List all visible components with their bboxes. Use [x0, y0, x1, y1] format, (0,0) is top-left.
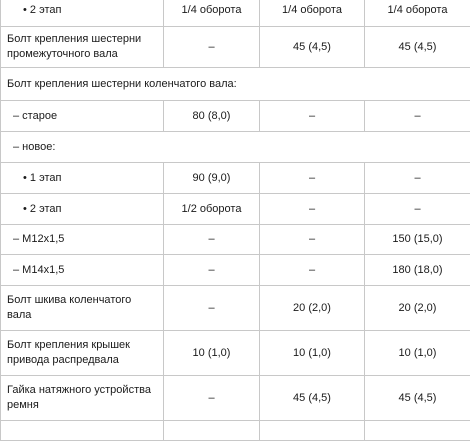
- value-cell: 1/4 оборота: [260, 0, 365, 27]
- value-cell: 45 (4,5): [260, 376, 365, 421]
- group-header: Болт крепления шестерни коленчатого вала:: [1, 68, 470, 101]
- table-row: [1, 27, 470, 68]
- table-row: [1, 286, 470, 331]
- value-cell: –: [164, 255, 260, 286]
- empty-cell: [365, 421, 470, 441]
- row-label: – старое: [1, 101, 164, 132]
- value-cell: 80 (8,0): [164, 101, 260, 132]
- value-cell: –: [260, 225, 365, 255]
- row-label: • 2 этап: [1, 194, 164, 225]
- empty-cell: [164, 421, 260, 441]
- table-row: [1, 0, 470, 27]
- table-row: [1, 421, 470, 441]
- value-cell: 150 (15,0): [365, 225, 470, 255]
- row-label: Болт шкива коленчатого вала: [1, 286, 164, 331]
- value-cell: –: [164, 225, 260, 255]
- value-cell: –: [365, 163, 470, 194]
- table-row: [1, 132, 470, 163]
- table-row: [1, 101, 470, 132]
- value-cell: –: [260, 101, 365, 132]
- value-cell: 90 (9,0): [164, 163, 260, 194]
- value-cell: 10 (1,0): [365, 331, 470, 376]
- row-label: Гайка натяжного устройства ремня: [1, 376, 164, 421]
- value-cell: –: [260, 194, 365, 225]
- value-cell: 45 (4,5): [365, 376, 470, 421]
- row-label: – M12x1,5: [1, 225, 164, 255]
- row-label: Болт крепления крышек привода распредвала: [1, 331, 164, 376]
- value-cell: –: [164, 286, 260, 331]
- value-cell: –: [260, 255, 365, 286]
- row-label: – M14x1,5: [1, 255, 164, 286]
- value-cell: 10 (1,0): [164, 331, 260, 376]
- empty-cell: [1, 421, 164, 441]
- row-label: Болт крепления шестерни промежуточного вала: [1, 27, 164, 68]
- value-cell: –: [365, 194, 470, 225]
- table-row: [1, 331, 470, 376]
- value-cell: 1/4 оборота: [164, 0, 260, 27]
- table-row: [1, 194, 470, 225]
- value-cell: 20 (2,0): [365, 286, 470, 331]
- subgroup-header: – новое:: [1, 132, 470, 163]
- value-cell: 45 (4,5): [365, 27, 470, 68]
- value-cell: –: [260, 163, 365, 194]
- value-cell: –: [164, 376, 260, 421]
- table-row: [1, 225, 470, 255]
- row-label: • 1 этап: [1, 163, 164, 194]
- empty-cell: [260, 421, 365, 441]
- value-cell: 1/2 оборота: [164, 194, 260, 225]
- value-cell: –: [365, 101, 470, 132]
- value-cell: 10 (1,0): [260, 331, 365, 376]
- table-row: [1, 68, 470, 101]
- value-cell: 180 (18,0): [365, 255, 470, 286]
- value-cell: 20 (2,0): [260, 286, 365, 331]
- value-cell: 45 (4,5): [260, 27, 365, 68]
- row-label: • 2 этап: [1, 0, 164, 27]
- table-row: [1, 163, 470, 194]
- value-cell: –: [164, 27, 260, 68]
- table-row: [1, 255, 470, 286]
- value-cell: 1/4 оборота: [365, 0, 470, 27]
